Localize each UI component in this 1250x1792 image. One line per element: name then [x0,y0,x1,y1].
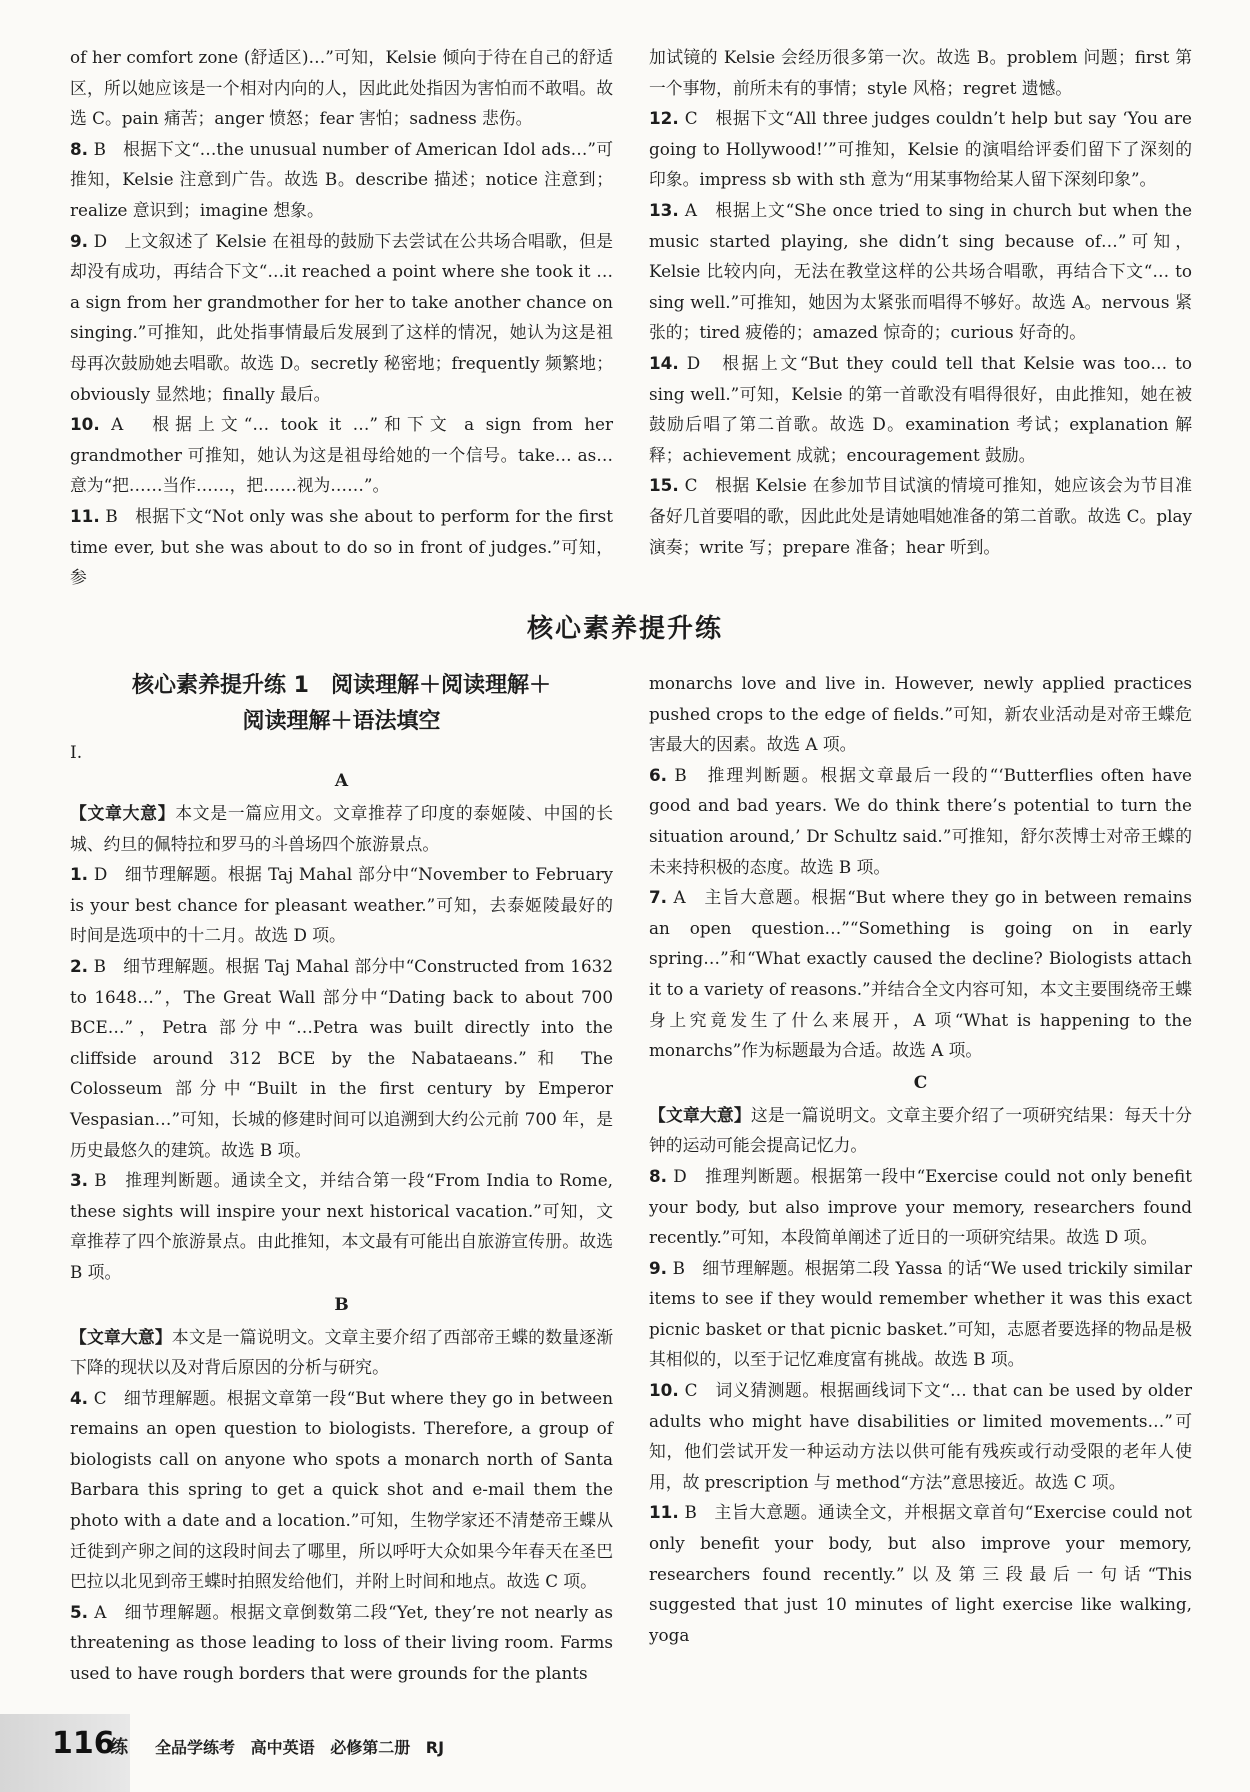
part-roman-numeral: Ⅰ. [70,743,83,763]
answer-item: 11. B 主旨大意题。通读全文，并根据文章首句“Exercise could not only benefit your body, but also improve your memory, researchers found recently.”以及第三段最后一句话“This suggested that just 10 minutes of light exercise like walking, yoga [649,1502,1192,1645]
page-footer [0,1714,1250,1792]
page-tag: 练 [110,1737,128,1758]
summary-c: 【文章大意】这是一篇说明文。文章主要介绍了一项研究结果：每天十分钟的运动可能会提高记忆力。 [649,1104,1192,1156]
page-number: 116 [52,1726,115,1761]
footer-book-info: 全品学练考 高中英语 必修第二册 RJ [155,1738,445,1757]
answer-item: 3. B 推理判断题。通读全文，并结合第一段“From India to Rome, these sights will inspire your next historical vacation.”可知，文章推荐了四个旅游景点。由此推知，本文最有可能出自旅游宣传册。故选 B 项。 [70,1170,613,1282]
answer-item: 6. B 推理判断题。根据文章最后一段的“‘Butterflies often have good and bad years. We do think there’s potential to turn the situation around,’ Dr Schultz said.”可推知，舒尔茨博士对帝王蝶的未来持积极的态度。故选 B 项。 [649,764,1192,877]
answer-continuation: monarchs love and live in. However, newly applied practices pushed crops to the edge of fields.”可知，新农业活动是对帝王蝶危害最大的因素。故选 A 项。 [649,673,1192,755]
answer-item: 8. B 根据下文“…the unusual number of American Idol ads…”可推知，Kelsie 注意到广告。故选 B。describe 描述；notice 注意到；realize 意识到；imagine 想象。 [70,138,613,220]
top-right-column [649,42,1192,562]
passage-label-b: B [334,1294,349,1315]
top-left-column [70,42,613,593]
answer-item: 15. C 根据 Kelsie 在参加节目试演的情境可推知，她应该会为节目准备好几首要唱的歌，因此此处是请她唱她准备的第二首歌。故选 C。play 演奏；write 写；prepare 准备；hear 听到。 [649,475,1192,557]
answer-item: 5. A 细节理解题。根据文章倒数第二段“Yet, they’re not nearly as threatening as those leading to loss of their living room. Farms used to have rough borders that were grounds for the plants [70,1601,613,1684]
answer-item: 加试镜的 Kelsie 会经历很多第一次。故选 B。problem 问题；first 第一个事物，前所未有的事情；style 风格；regret 遗憾。 [649,47,1192,98]
passage-label-a: A [334,771,349,791]
core-section-title: 核心素养提升练 [526,614,723,644]
answer-item: 1. D 细节理解题。根据 Taj Mahal 部分中“November to February is your best chance for pleasant weather.”可知，去泰姬陵最好的时间是选项中的十二月。故选 D 项。 [70,864,614,946]
answer-item: 8. D 推理判断题。根据第一段中“Exercise could not only benefit your body, but also improve your memory, researchers found recently.”可知，本段简单阐述了近日的一项研究结果。故选 D 项。 [649,1165,1192,1248]
exercise-title: 核心素养提升练 1 阅读理解＋阅读理解＋ 阅读理解＋语法填空 [132,673,551,734]
bottom-left-column [70,668,613,1689]
answer-item: 2. B 细节理解题。根据 Taj Mahal 部分中“Constructed from 1632 to 1648…”，The Great Wall 部分中“Dating back to about 700 BCE…”，Petra 部分中“…Petra was built directly into the cliffside around 312 BCE by the Nabataeans.”和 The Colosseum 部分中“Built in the first century by Emperor Vespasian…”可知，长城的修建时间可以追溯到大约公元前 700 年，是历史最悠久的建筑。故选 B 项。 [70,955,613,1160]
answer-item: 14. D 根据上文“But they could tell that Kelsie was too… to sing well.”可知，Kelsie 的第一首歌没有唱得很好，由此推知，她在被鼓励后唱了第二首歌。故选 D。examination 考试；explanation 解释；achievement 成就；encouragement 鼓励。 [649,352,1192,465]
answer-item: 10. A 根据上文“… took it …”和下文 a sign from her grandmother 可推知，她认为这是祖母给她的一个信号。take… as…意为“把……当作……，把……视为……”。 [70,414,613,496]
answer-item: 9. D 上文叙述了 Kelsie 在祖母的鼓励下去尝试在公共场合唱歌，但是却没有成功，再结合下文“…it reached a point where she took it … a sign from her grandmother for her to take another chance on singing.”可推知，此处指事情最后发展到了这样的情况，她认为这是祖母再次鼓励她去唱歌。故选 D。secretly 秘密地；frequently 频繁地；obviously 显然地；finally 最后。 [70,230,613,404]
answer-item: 12. C 根据下文“All three judges couldn’t help but say ‘You are going to Hollywood!’”可推知，Kelsie 的演唱给评委们留下了深刻的印象。impress sb with sth 意为“用某事物给某人留下深刻印象”。 [649,108,1192,190]
answer-item: of her comfort zone (舒适区)…”可知，Kelsie 倾向于待在自己的舒适区，所以她应该是一个相对内向的人，因此此处指因为害怕而不敢唱。故选 C。pain 痛苦；anger 愤怒；fear 害怕；sadness 悲伤。 [70,47,613,129]
passage-label-c: C [913,1072,928,1093]
answer-item: 9. B 细节理解题。根据第二段 Yassa 的话“We used trickily similar items to see if they would remember whether it was this exact picnic basket or that picnic basket.”可知，志愿者要选择的物品是极其相似的，以至于记忆难度富有挑战。故选 B 项。 [649,1257,1192,1370]
summary-b: 【文章大意】本文是一篇说明文。文章主要介绍了西部帝王蝶的数量逐渐下降的现状以及对背后原因的分析与研究。 [70,1326,613,1378]
answer-item: 13. A 根据上文“She once tried to sing in church but when the music started playing, she didn’t sing because of…”可知，Kelsie 比较内向，无法在教堂这样的公共场合唱歌，再结合下文“… to sing well.”可推知，她因为太紧张而唱得不够好。故选 A。nervous 紧张的；tired 疲倦的；amazed 惊奇的；curious 好奇的。 [649,199,1192,343]
answer-item: 7. A 主旨大意题。根据“But where they go in between remains an open question…”“Something is going on in early spring…”和“What exactly caused the decline? Biologists attach it to a variety of reasons.”并结合全文内容可知，本文主要围绕帝王蝶身上究竟发生了什么来展开，A 项“What is happening to the monarchs”作为标题最为合适。故选 A 项。 [649,887,1192,1061]
answer-item: 10. C 词义猜测题。根据画线词下文“… that can be used by older adults who might have disabilities or limited movements…”可知，他们尝试开发一种运动方法以供可能有残疾或行动受限的老年人使用，故 prescription 与 method“方法”意思接近。故选 C 项。 [649,1380,1192,1492]
answer-item: 11. B 根据下文“Not only was she about to perform for the first time ever, but she was about to do so in front of judges.”可知，参 [70,505,613,588]
answer-item: 4. C 细节理解题。根据文章第一段“But where they go in between remains an open question to biologists. Therefore, a group of biologists call on anyone who spots a monarch north of Santa Barbara this spring to get a quick shot and e-mail them the photo with a date and a location.”可知，生物学家还不清楚帝王蝶从迁徙到产卵之间的这段时间去了哪里，所以呼吁大众如果今年春天在圣巴巴拉以北见到帝王蝶时拍照发给他们，并附上时间和地点。故选 C 项。 [70,1387,613,1592]
summary-a: 【文章大意】本文是一篇应用文。文章推荐了印度的泰姬陵、中国的长城、约旦的佩特拉和罗马的斗兽场四个旅游景点。 [70,803,613,854]
bottom-right-column [649,668,1192,1650]
